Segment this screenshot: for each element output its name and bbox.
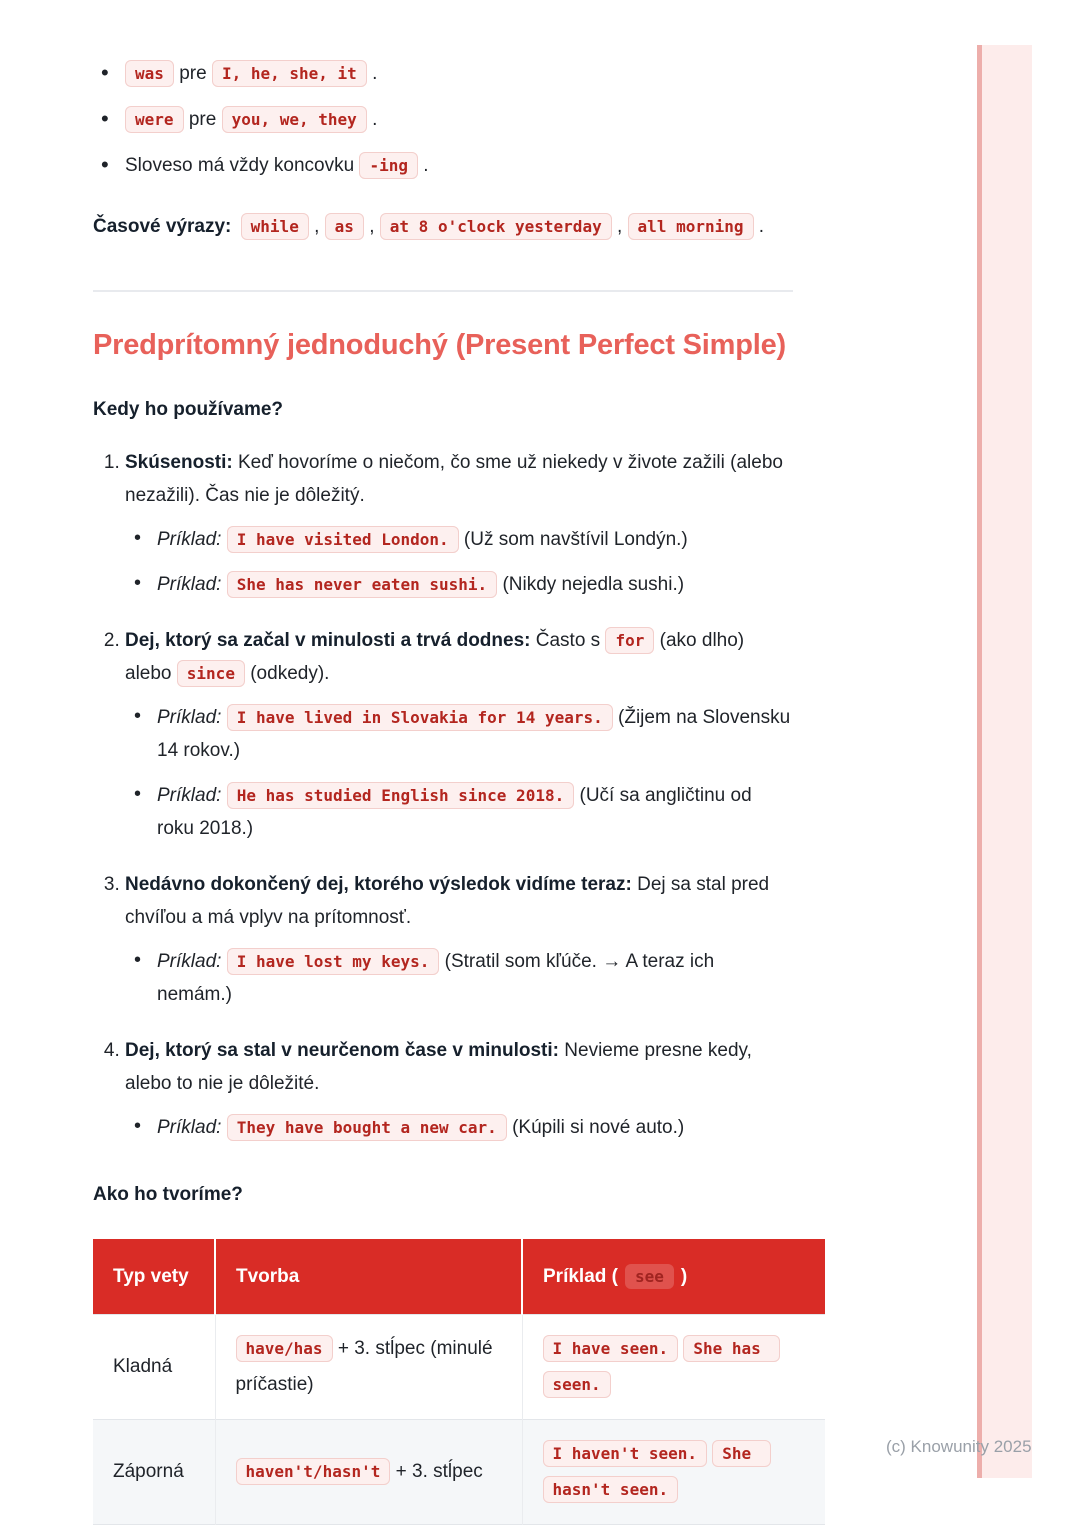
separator: , [616,216,623,237]
usage-item-text: Často s [535,630,601,651]
code-badge-for: for [605,627,654,654]
example-translation: (Nikdy nejedla sushi.) [502,574,685,595]
example-translation: (Už som navštívil Londýn.) [463,529,688,550]
usage-list [93,446,793,1144]
table-header-row [93,1239,825,1315]
list-item-were [93,103,793,136]
usage-heading: Kedy ho používame? [93,399,284,420]
example-item [125,1111,793,1144]
code-badge-all-morning: all morning [628,213,754,240]
time-expressions-line [93,208,793,246]
usage-item-recent-result [125,868,793,1011]
usage-item-text: Dej sa stal pred chvíľou a má vplyv na prítomnosť. [125,874,770,928]
code-badge-at-8-oclock: at 8 o'clock yesterday [380,213,612,240]
code-badge-were: were [125,106,184,133]
table-row-negative [93,1420,825,1525]
example-label: Príklad: [157,529,222,550]
code-badge-see: see [625,1264,674,1289]
header-cell-example [522,1239,825,1315]
example-label: Príklad: [157,707,222,728]
formation-text: + 3. stĺpec [395,1461,483,1482]
example-item [125,701,793,767]
examples-list [125,1111,793,1144]
list-item-verb-ending [93,149,793,182]
example-translation: (Kúpili si nové auto.) [512,1117,685,1138]
code-badge-since: since [177,660,245,687]
example-code-badge: She hasn't seen. [543,1440,771,1503]
example-code-badge: They have bought a new car. [227,1114,507,1141]
usage-item-title: Skúsenosti: [125,452,233,473]
cell-example [522,1315,825,1420]
code-badge-was: was [125,60,174,87]
grammar-notes-list [93,0,793,182]
formation-table [93,1239,825,1525]
examples-list [125,945,793,1011]
example-item [125,568,793,601]
examples-list [125,701,793,845]
example-label: Príklad: [157,574,222,595]
header-cell-sentence-type: Typ vety [93,1239,215,1315]
table-row-affirmative [93,1315,825,1420]
code-badge-have-has: have/has [236,1335,333,1362]
example-code-badge: I haven't seen. [543,1440,708,1467]
list-item-text: Sloveso má vždy koncovku [125,155,355,176]
header-example-text: ) [680,1266,688,1287]
examples-list [125,523,793,601]
example-item [125,779,793,845]
usage-item-text: Nevieme presne kedy, alebo to nie je dôležité. [125,1040,752,1094]
example-code-badge: She has seen. [543,1335,781,1398]
code-badge-ing: -ing [359,152,418,179]
code-badge-havent-hasnt: haven't/hasn't [236,1458,391,1485]
example-translation: (Stratil som kľúče. → A teraz ich nemám.) [157,951,715,1005]
list-item-text: pre [179,63,207,84]
list-item-text: pre [188,109,217,130]
header-example-text: Príklad ( [543,1266,618,1287]
list-item-period: . [423,155,429,176]
section-title: Predprítomný jednoduchý (Present Perfect Simple) [93,329,786,361]
usage-item-unfinished-action [125,624,793,845]
sentence-period: . [758,216,765,237]
usage-item-title: Dej, ktorý sa stal v neurčenom čase v minulosti: [125,1040,559,1061]
example-code-badge: I have lived in Slovakia for 14 years. [227,704,613,731]
cell-example [522,1420,825,1525]
code-badge-as: as [325,213,364,240]
separator: , [369,216,375,237]
cell-formation [215,1315,522,1420]
example-code-badge: She has never eaten sushi. [227,571,497,598]
right-margin-panel [977,45,1032,1478]
example-translation: (Učí sa angličtinu od roku 2018.) [157,785,752,839]
formation-heading: Ako ho tvoríme? [93,1184,243,1205]
copyright-watermark: (c) Knowunity 2025 [886,1437,1032,1456]
list-item-was [93,57,793,90]
code-badge-while: while [241,213,309,240]
example-code-badge: I have seen. [543,1335,679,1362]
example-item [125,523,793,556]
example-label: Príklad: [157,785,222,806]
time-expressions-label: Časové výrazy: [93,216,232,237]
example-code-badge: I have visited London. [227,526,459,553]
section-divider [93,290,793,292]
example-code-badge: He has studied English since 2018. [227,782,575,809]
list-item-period: . [372,109,378,130]
example-label: Príklad: [157,951,222,972]
usage-item-text: (odkedy). [250,663,330,684]
usage-item-text: Keď hovoríme o niečom, čo sme už niekedy v živote zažili (alebo nezažili). Čas nie je dôležitý. [125,452,783,506]
code-badge-pronouns: you, we, they [222,106,367,133]
cell-formation [215,1420,522,1525]
example-translation: (Žijem na Slovensku 14 rokov.) [157,707,791,761]
separator: , [314,216,320,237]
usage-item-title: Dej, ktorý sa začal v minulosti a trvá dodnes: [125,630,531,651]
formation-text: + 3. stĺpec (minulé príčastie) [235,1338,493,1395]
document-content [93,0,793,1525]
cell-sentence-type: Kladná [93,1315,215,1420]
code-badge-pronouns: I, he, she, it [212,60,367,87]
example-code-badge: I have lost my keys. [227,948,440,975]
list-item-period: . [372,63,378,84]
header-cell-formation: Tvorba [215,1239,522,1315]
usage-item-title: Nedávno dokončený dej, ktorého výsledok vidíme teraz: [125,874,632,895]
usage-item-unspecified-time [125,1034,793,1144]
example-item [125,945,793,1011]
example-label: Príklad: [157,1117,222,1138]
usage-item-text: (ako dlho) alebo [125,630,745,684]
usage-item-experiences [125,446,793,601]
cell-sentence-type: Záporná [93,1420,215,1525]
